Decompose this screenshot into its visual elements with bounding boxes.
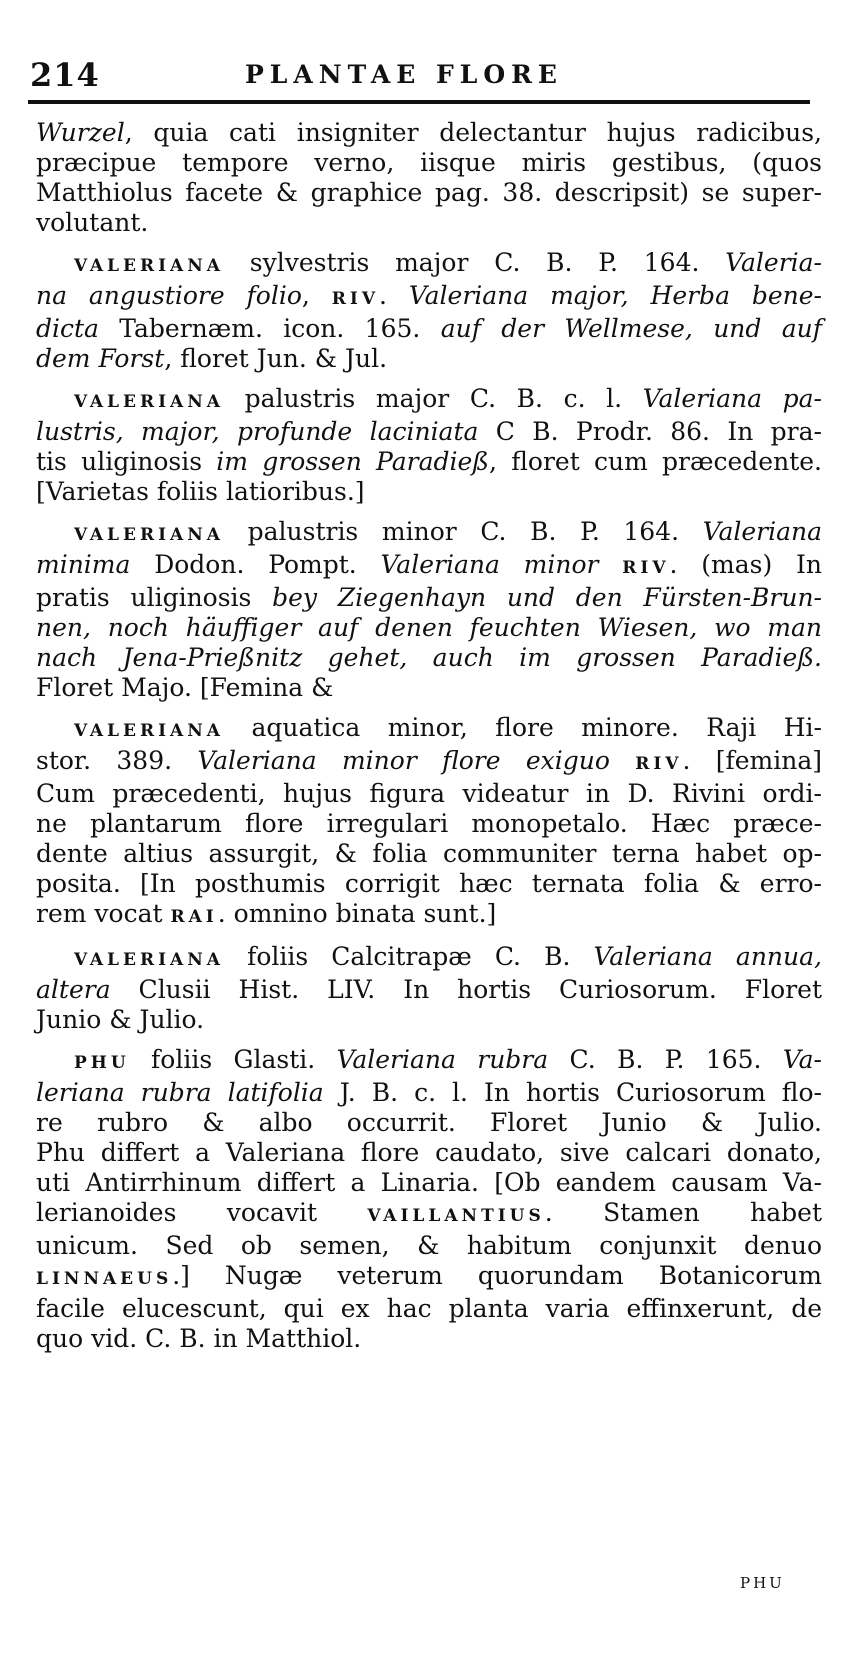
text-span	[598, 550, 622, 579]
italic-text: Valeriana pa-	[642, 384, 822, 413]
text-line	[36, 477, 822, 507]
text-body	[36, 118, 822, 1364]
italic-text: minima	[36, 550, 131, 579]
text-span: Floret Majo. [Femina &	[36, 673, 334, 702]
text-span: volutant.	[36, 208, 149, 237]
text-span: stor. 389.	[36, 746, 198, 775]
text-line	[36, 281, 822, 314]
text-line	[36, 344, 822, 374]
italic-text: bey Ziegenhayn und den Fürsten-Brun-	[272, 583, 822, 612]
paragraph-valeriana-aquatica	[36, 713, 822, 932]
small-caps-name: LINNAEUS	[36, 1269, 173, 1289]
text-span: Junio & Julio.	[36, 1005, 205, 1034]
text-line	[36, 643, 822, 673]
text-span: posita. [In posthumis corrigit hæc ternata folia & erro-	[36, 869, 822, 898]
italic-text: leriana rubra latifolia	[36, 1078, 324, 1107]
text-span: pratis uliginosis	[36, 583, 273, 612]
paragraph-valeriana-calcitrapae	[36, 942, 822, 1035]
small-caps-name: RIV	[622, 558, 670, 578]
paragraph-valeriana-palustris-major	[36, 384, 822, 507]
text-line	[36, 248, 822, 281]
text-span: Tabernæm. icon. 165.	[98, 314, 441, 343]
text-line	[36, 314, 822, 344]
small-caps-name: VALERIANA	[74, 256, 224, 276]
small-caps-name: VALERIANA	[74, 392, 224, 412]
text-span: sylvestris major C. B. P. 164.	[223, 248, 726, 277]
small-caps-name: PHU	[74, 1053, 130, 1073]
text-span: C. B. P. 165.	[548, 1045, 783, 1074]
text-line	[36, 1078, 822, 1108]
text-span: Cum præcedenti, hujus figura videatur in D. Rivini ordi-	[36, 779, 822, 808]
text-line	[36, 178, 822, 208]
text-line	[36, 613, 822, 643]
small-caps-name: RIV	[331, 289, 380, 309]
text-line	[36, 1005, 822, 1035]
italic-text: na angustiore folio	[36, 281, 302, 310]
header-rule	[28, 100, 810, 104]
text-line	[36, 673, 822, 703]
text-span: Matthiolus facete & graphice pag. 38. descripsit) se super-	[36, 178, 822, 207]
text-span: rem vocat	[36, 899, 171, 928]
text-line	[36, 746, 822, 779]
italic-text: dicta	[36, 314, 99, 343]
running-title: PLANTAE FLORE	[245, 60, 563, 89]
text-line	[36, 975, 822, 1005]
text-span: quo vid. C. B. in Matthiol.	[36, 1324, 362, 1353]
italic-text: Wurzel	[36, 118, 125, 147]
text-line	[36, 1324, 822, 1354]
text-span: facile elucescunt, qui ex hac planta varia effinxerunt, de	[36, 1294, 822, 1323]
text-line	[36, 1294, 822, 1324]
text-span: aquatica minor, flore minore. Raji Hi-	[223, 713, 822, 742]
text-line	[36, 1045, 822, 1078]
text-line	[36, 384, 822, 417]
text-span: . [femina]	[682, 746, 823, 775]
text-line	[36, 118, 822, 148]
text-span: Dodon. Pompt.	[130, 550, 381, 579]
italic-text: Valeriana minor flore exiguo	[197, 746, 610, 775]
text-line	[36, 417, 822, 447]
italic-text: nen, noch häuffiger auf denen feuchten Wiesen, wo man	[36, 613, 822, 642]
italic-text: Valeriana annua,	[593, 942, 822, 971]
text-span: Phu differt a Valeriana flore caudato, sive calcari donato,	[36, 1138, 822, 1167]
text-line	[36, 208, 822, 238]
text-line	[36, 1198, 822, 1231]
text-line	[36, 1108, 822, 1138]
text-span: . omnino binata sunt.]	[217, 899, 497, 928]
text-span: . (mas) In	[669, 550, 822, 579]
text-span: J. B. c. l. In hortis Curiosorum flo-	[323, 1078, 822, 1107]
text-span: unicum. Sed ob semen, & habitum conjunxit denuo	[36, 1231, 822, 1260]
small-caps-name: VAILLANTIUS	[367, 1206, 545, 1226]
text-span: foliis Calcitrapæ C. B.	[223, 942, 594, 971]
text-line	[36, 1261, 822, 1294]
paragraph-valeriana-sylvestris	[36, 248, 822, 374]
text-span: lerianoides vocavit	[36, 1198, 368, 1227]
small-caps-name: VALERIANA	[74, 525, 224, 545]
page-header	[30, 56, 810, 96]
italic-text: nach Jena-Prießnitz gehet, auch im grossen Paradieß.	[36, 643, 822, 672]
text-span: . Stamen habet	[544, 1198, 823, 1227]
small-caps-name: VALERIANA	[74, 721, 224, 741]
italic-text: im grossen Paradieß	[216, 447, 490, 476]
text-line	[36, 1138, 822, 1168]
italic-text: Valeria-	[725, 248, 822, 277]
italic-text: Valeriana rubra	[336, 1045, 549, 1074]
text-span: dente altius assurgit, & folia communiter terna habet op-	[36, 839, 822, 868]
text-line	[36, 148, 822, 178]
text-span: uti Antirrhinum differt a Linaria. [Ob eandem causam Va-	[36, 1168, 822, 1197]
text-line	[36, 779, 822, 809]
text-line	[36, 583, 822, 613]
text-span: .] Nugæ veterum quorundam Botanicorum	[172, 1261, 822, 1290]
text-line	[36, 942, 822, 975]
text-line	[36, 550, 822, 583]
text-line	[36, 713, 822, 746]
text-line	[36, 899, 822, 932]
page-number: 214	[30, 56, 100, 94]
italic-text: Va-	[782, 1045, 822, 1074]
text-span: foliis Glasti.	[129, 1045, 337, 1074]
italic-text: altera	[36, 975, 111, 1004]
paragraph-valeriana-palustris-minor	[36, 517, 822, 703]
small-caps-name: RAI	[170, 907, 218, 927]
text-span: .	[379, 281, 409, 310]
text-span	[610, 746, 635, 775]
italic-text: Valeriana	[702, 517, 822, 546]
paragraph-phu-foliis-glasti	[36, 1045, 822, 1354]
text-line	[36, 809, 822, 839]
text-span: palustris minor C. B. P. 164.	[223, 517, 703, 546]
text-span: C B. Prodr. 86. In pra-	[478, 417, 822, 446]
text-span: ,	[301, 281, 332, 310]
catchword: PHU	[740, 1574, 785, 1592]
text-span: palustris major C. B. c. l.	[223, 384, 643, 413]
italic-text: dem Forst	[36, 344, 165, 373]
small-caps-name: VALERIANA	[74, 950, 224, 970]
text-line	[36, 839, 822, 869]
paragraph-intro	[36, 118, 822, 238]
italic-text: lustris, major, profunde laciniata	[36, 417, 479, 446]
text-span: Clusii Hist. LIV. In hortis Curiosorum. Floret	[110, 975, 822, 1004]
text-line	[36, 1231, 822, 1261]
text-span: , floret cum præcedente.	[489, 447, 822, 476]
text-span: [Varietas foliis latioribus.]	[36, 477, 365, 506]
small-caps-name: RIV	[635, 754, 683, 774]
text-line	[36, 517, 822, 550]
italic-text: Valeriana major, Herba bene-	[408, 281, 822, 310]
text-span: ne plantarum flore irregulari monopetalo. Hæc præce-	[36, 809, 822, 838]
text-line	[36, 869, 822, 899]
text-line	[36, 1168, 822, 1198]
text-span: præcipue tempore verno, iisque miris gestibus, (quos	[36, 148, 822, 177]
text-line	[36, 447, 822, 477]
text-span: tis uliginosis	[36, 447, 217, 476]
text-span: re rubro & albo occurrit. Floret Junio & Julio.	[36, 1108, 822, 1137]
text-span: , quia cati insigniter delectantur hujus radicibus,	[124, 118, 822, 147]
italic-text: Valeriana minor	[380, 550, 599, 579]
text-span: , floret Jun. & Jul.	[164, 344, 388, 373]
italic-text: auf der Wellmese, und auf	[440, 314, 823, 343]
